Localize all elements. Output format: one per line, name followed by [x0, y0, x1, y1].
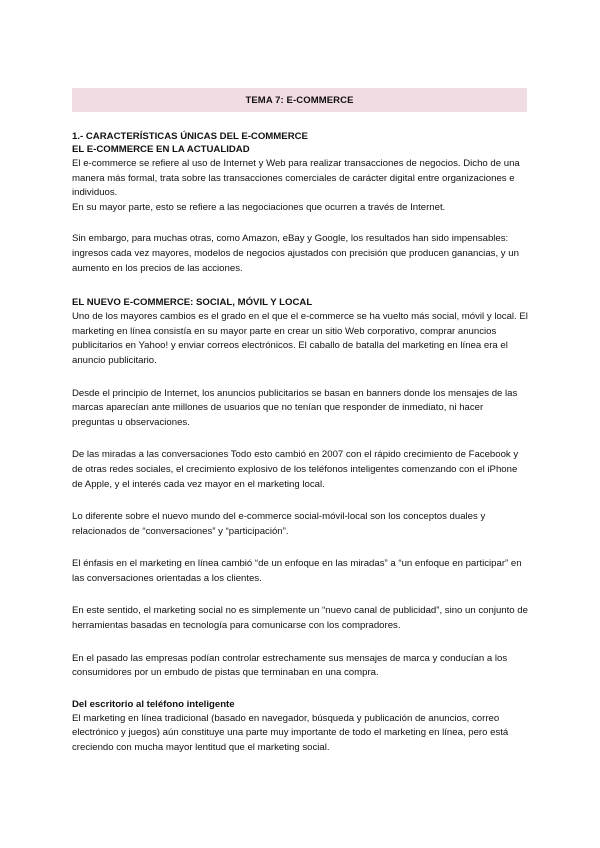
paragraph: En su mayor parte, esto se refiere a las negociaciones que ocurren a través de Internet. [72, 201, 446, 213]
document-title-bar [72, 88, 527, 112]
paragraph: En el pasado las empresas podían controlar estrechamente sus mensajes de marca y conducían a los consumidores por un embudo de pistas que terminaban en una compra. [72, 652, 508, 679]
document-title: TEMA 7: E-COMMERCE [245, 94, 354, 106]
document-body [72, 130, 528, 756]
paragraph: De las miradas a las conversaciones Todo esto cambió en 2007 con el rápido crecimiento de Facebook y de otras redes sociales, el crecimiento explosivo de los teléfonos inteligentes comenzando con el iPhone de Apple, y el interés cada vez mayor en el marketing local. [72, 449, 519, 490]
paragraph: Uno de los mayores cambios es el grado en el que el e-commerce se ha vuelto más social, móvil y local. El marketing en línea consistía en su mayor parte en crear un sitio Web corporativo, comprar anuncios publicitarios en Yahoo! y enviar correos electrónicos. El caballo de batalla del marketing en línea era el anuncio publicitario. [72, 311, 528, 366]
paragraph: Sin embargo, para muchas otras, como Amazon, eBay y Google, los resultados han sido impensables: ingresos cada vez mayores, modelos de negocios ajustados con precisión que producen ganancias, y un aumento en los precios de las acciones. [72, 233, 519, 274]
paragraph: El e-commerce se refiere al uso de Internet y Web para realizar transacciones de negocios. Dicho de una manera más formal, trata sobre las transacciones comerciales de carácter digital entre organizaciones e individuos. [72, 158, 520, 199]
section-heading: Del escritorio al teléfono inteligente [72, 698, 235, 710]
paragraph: Desde el principio de Internet, los anuncios publicitarios se basan en banners donde los mensajes de las marcas aparecían ante millones de usuarios que no tenían que responder de inmediato, ni hacer preguntas u observaciones. [72, 387, 518, 428]
paragraph: En este sentido, el marketing social no es simplemente un “nuevo canal de publicidad”, sino un conjunto de herramientas basadas en tecnología para comunicarse con los compradores. [72, 605, 528, 632]
section-heading: 1.- CARACTERÍSTICAS ÚNICAS DEL E-COMMERCE [72, 131, 308, 142]
paragraph: El énfasis en el marketing en línea cambió “de un enfoque en las miradas” a “un enfoque en participar” en las conversaciones orientadas a los clientes. [72, 558, 522, 584]
section-subheading: EL E-COMMERCE EN LA ACTUALIDAD [72, 144, 250, 155]
paragraph: Lo diferente sobre el nuevo mundo del e-commerce social-móvil-local son los conceptos duales y relacionados de “conversaciones” y “participación”. [72, 511, 486, 537]
section-heading: EL NUEVO E-COMMERCE: SOCIAL, MÓVIL Y LOCAL [72, 297, 313, 309]
paragraph: El marketing en línea tradicional (basado en navegador, búsqueda y publicación de anuncios, correo electrónico y juegos) aún constituye una parte muy importante de todo el marketing en línea, pero está creciendo con mucha mayor lentitud que el marketing social. [72, 712, 509, 754]
